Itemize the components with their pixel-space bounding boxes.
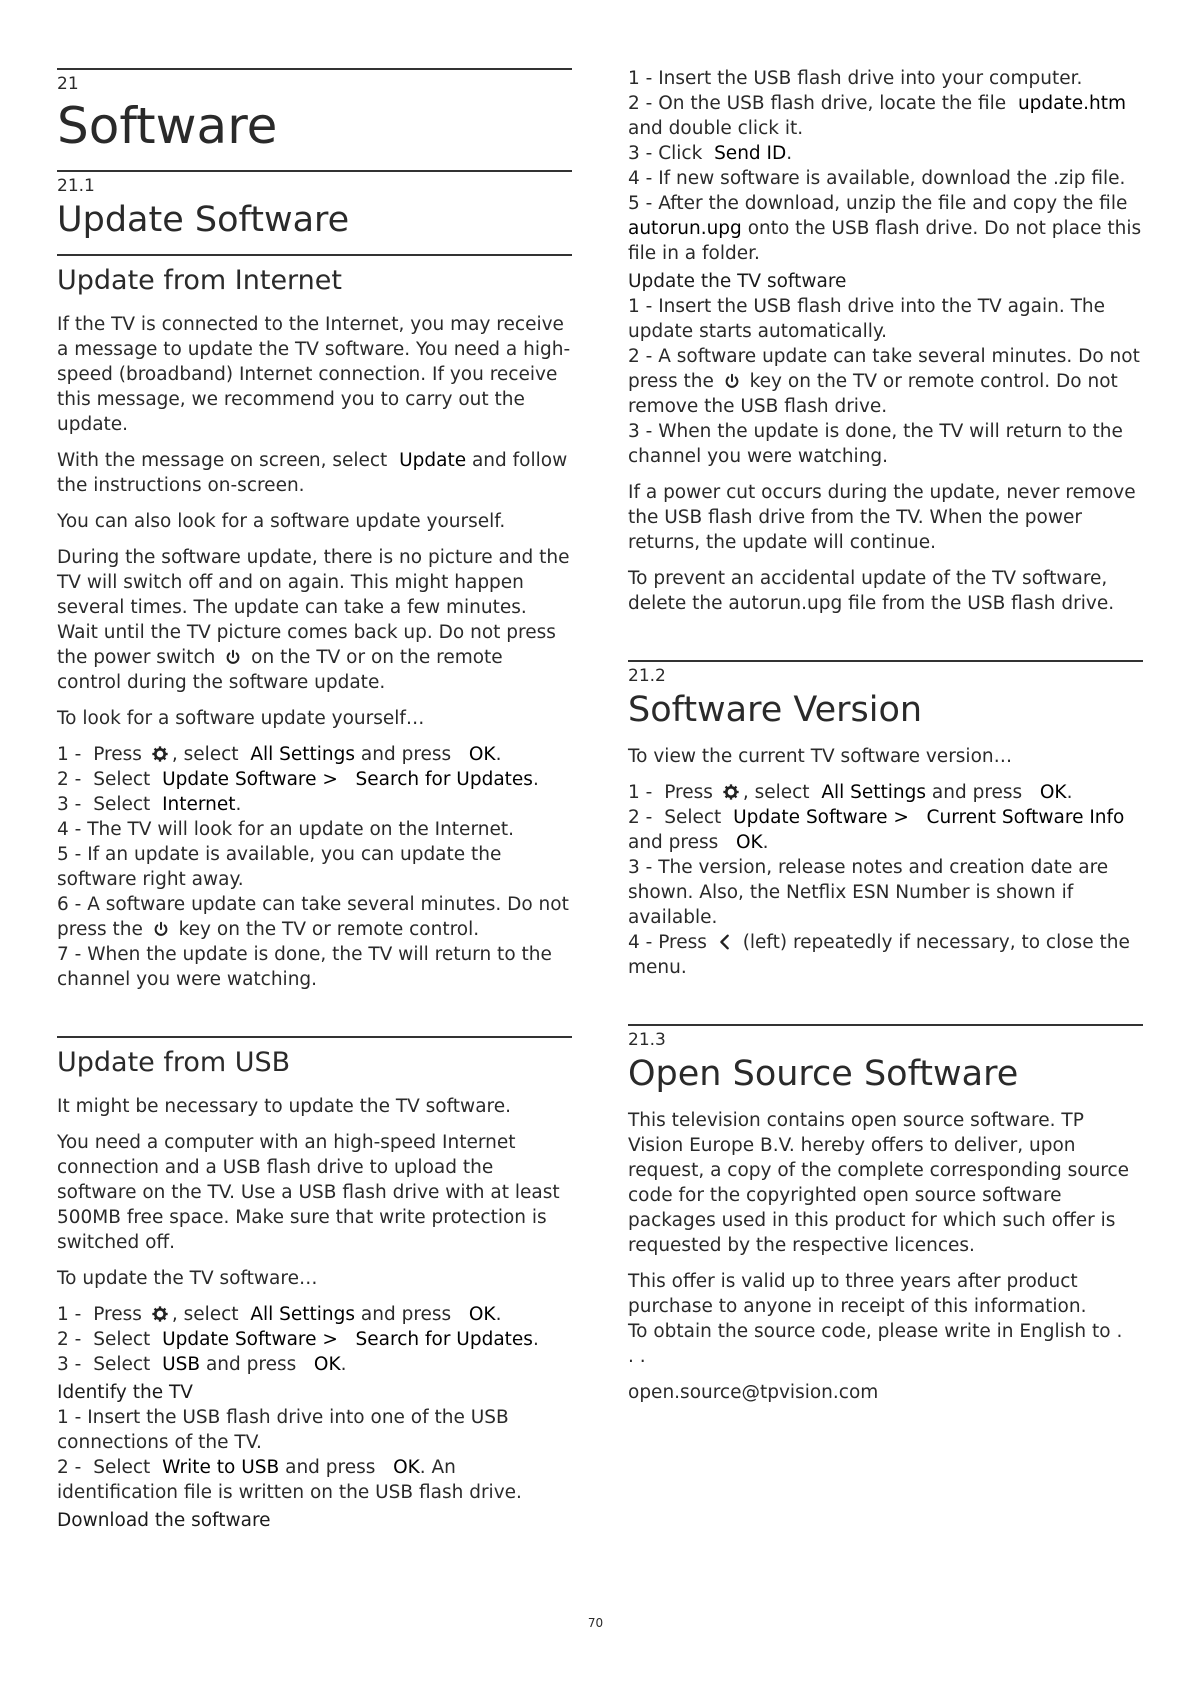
section-title: Open Source Software [628,1054,1019,1094]
list-item: 2 - Select Update Software > Search for Updates. [57,769,539,790]
paragraph: . . [628,1346,646,1367]
chapter-number: 21 [57,74,79,94]
list-item: 5 - If an update is available, you can update the software right away. [57,844,502,890]
list-item: 1 - Press , select All Settings and press OK. [57,744,502,765]
page-number: 70 [587,1616,604,1630]
list-item: 2 - Select Update Software > Search for Updates. [57,1329,539,1350]
list-item: 2 - Select Update Software > Current Software Info and press OK. [628,807,1125,853]
power-icon [151,920,171,938]
subsection-rule [57,254,572,256]
step-list [628,780,1143,980]
list-item: 3 - When the update is done, the TV will return to the channel you were watching. [628,421,1123,467]
step-list [57,742,572,992]
paragraph: With the message on screen, select Update and follow the instructions on-screen. [57,450,568,496]
list-item: 4 - Press (left) repeatedly if necessary, to close the menu. [628,932,1130,978]
paragraph: If a power cut occurs during the update, never remove the USB flash drive from the TV. When the power returns, the update will continue. [628,482,1136,553]
paragraph: To obtain the source code, please write in English to . [628,1321,1123,1342]
paragraph: You need a computer with an high-speed Internet connection and a USB flash drive to upload the software on the TV. Use a USB flash drive with at least 500MB free space. Make sure that write protection is switched off. [57,1132,560,1253]
list-item: 2 - On the USB flash drive, locate the file update.htm and double click it. [628,93,1127,139]
gear-icon [721,783,741,801]
list-item: 2 - A software update can take several minutes. Do not press the key on the TV or remote control. Do not remove the USB flash drive. [628,346,1140,417]
subsection-title-internet: Update from Internet [57,265,342,296]
list-item: 5 - After the download, unzip the file and copy the file autorun.upg onto the USB flash drive. Do not place this file in a folder. [628,193,1142,264]
list-item: 1 - Insert the USB flash drive into your computer. [628,68,1083,89]
list-item: 3 - Click Send ID. [628,143,793,164]
list-item: 3 - The version, release notes and creation date are shown. Also, the Netflix ESN Number is shown if available. [628,857,1109,928]
minor-heading-download: Download the software [57,1510,271,1531]
section-rule [57,170,572,172]
list-item: 3 - Select USB and press OK. [57,1354,347,1375]
step-list [57,1302,572,1377]
list-item: 2 - Select Write to USB and press OK. An identification file is written on the USB flash drive. [57,1457,522,1503]
chevron-left-icon [715,933,735,951]
minor-heading-update: Update the TV software [628,271,847,292]
list-item: 4 - The TV will look for an update on the Internet. [57,819,514,840]
paragraph: To prevent an accidental update of the TV software, delete the autorun.upg file from the USB flash drive. [628,568,1115,614]
section-number: 21.3 [628,1030,666,1050]
list-item: 4 - If new software is available, download the .zip file. [628,168,1126,189]
section-rule [628,660,1143,662]
paragraph: This offer is valid up to three years after product purchase to anyone in receipt of this information. [628,1271,1087,1317]
step-list [628,66,1143,266]
paragraph: This television contains open source software. TP Vision Europe B.V. hereby offers to deliver, upon request, a copy of the complete corresponding source code for the copyrighted open source software packages used in this product for which such offer is requested by the respective licences. [628,1110,1130,1256]
step-list [57,1405,572,1505]
section-number: 21.2 [628,666,666,686]
paragraph: To look for a software update yourself… [57,708,425,729]
paragraph: It might be necessary to update the TV software. [57,1096,511,1117]
list-item: 1 - Press , select All Settings and press OK. [57,1304,502,1325]
paragraph: To view the current TV software version… [628,746,1013,767]
paragraph: You can also look for a software update yourself. [57,511,506,532]
paragraph: To update the TV software… [57,1268,318,1289]
gear-icon [150,1305,170,1323]
email-address: open.source@tpvision.com [628,1382,879,1403]
list-item: 7 - When the update is done, the TV will return to the channel you were watching. [57,944,552,990]
list-item: 6 - A software update can take several minutes. Do not press the key on the TV or remote control. [57,894,569,940]
paragraph: During the software update, there is no picture and the TV will switch off and on again. This might happen several times. The update can take a few minutes. Wait until the TV picture comes back up. Do not press the power switch on the TV or on the remote control during the software update. [57,547,570,693]
right-column [628,0,1143,1416]
list-item: 1 - Press , select All Settings and press OK. [628,782,1073,803]
paragraph: If the TV is connected to the Internet, you may receive a message to update the TV software. You need a high-speed (broadband) Internet connection. If you receive this message, we recommend you to carry out the update. [57,314,571,435]
list-item: 1 - Insert the USB flash drive into the TV again. The update starts automatically. [628,296,1106,342]
subsection-title-usb: Update from USB [57,1047,291,1078]
section-rule [628,1024,1143,1026]
list-item: 3 - Select Internet. [57,794,242,815]
left-column [57,0,572,1533]
minor-heading-identify: Identify the TV [57,1382,193,1403]
chapter-title: Software [57,97,278,155]
power-icon [722,372,742,390]
subsection-rule [57,1036,572,1038]
list-item: 1 - Insert the USB flash drive into one of the USB connections of the TV. [57,1407,509,1453]
step-list [628,294,1143,469]
section-title: Software Version [628,690,923,730]
gear-icon [150,745,170,763]
chapter-rule [57,68,572,70]
ui-term: Update [399,450,467,471]
section-number: 21.1 [57,176,95,196]
section-title: Update Software [57,200,350,240]
power-icon [223,648,243,666]
